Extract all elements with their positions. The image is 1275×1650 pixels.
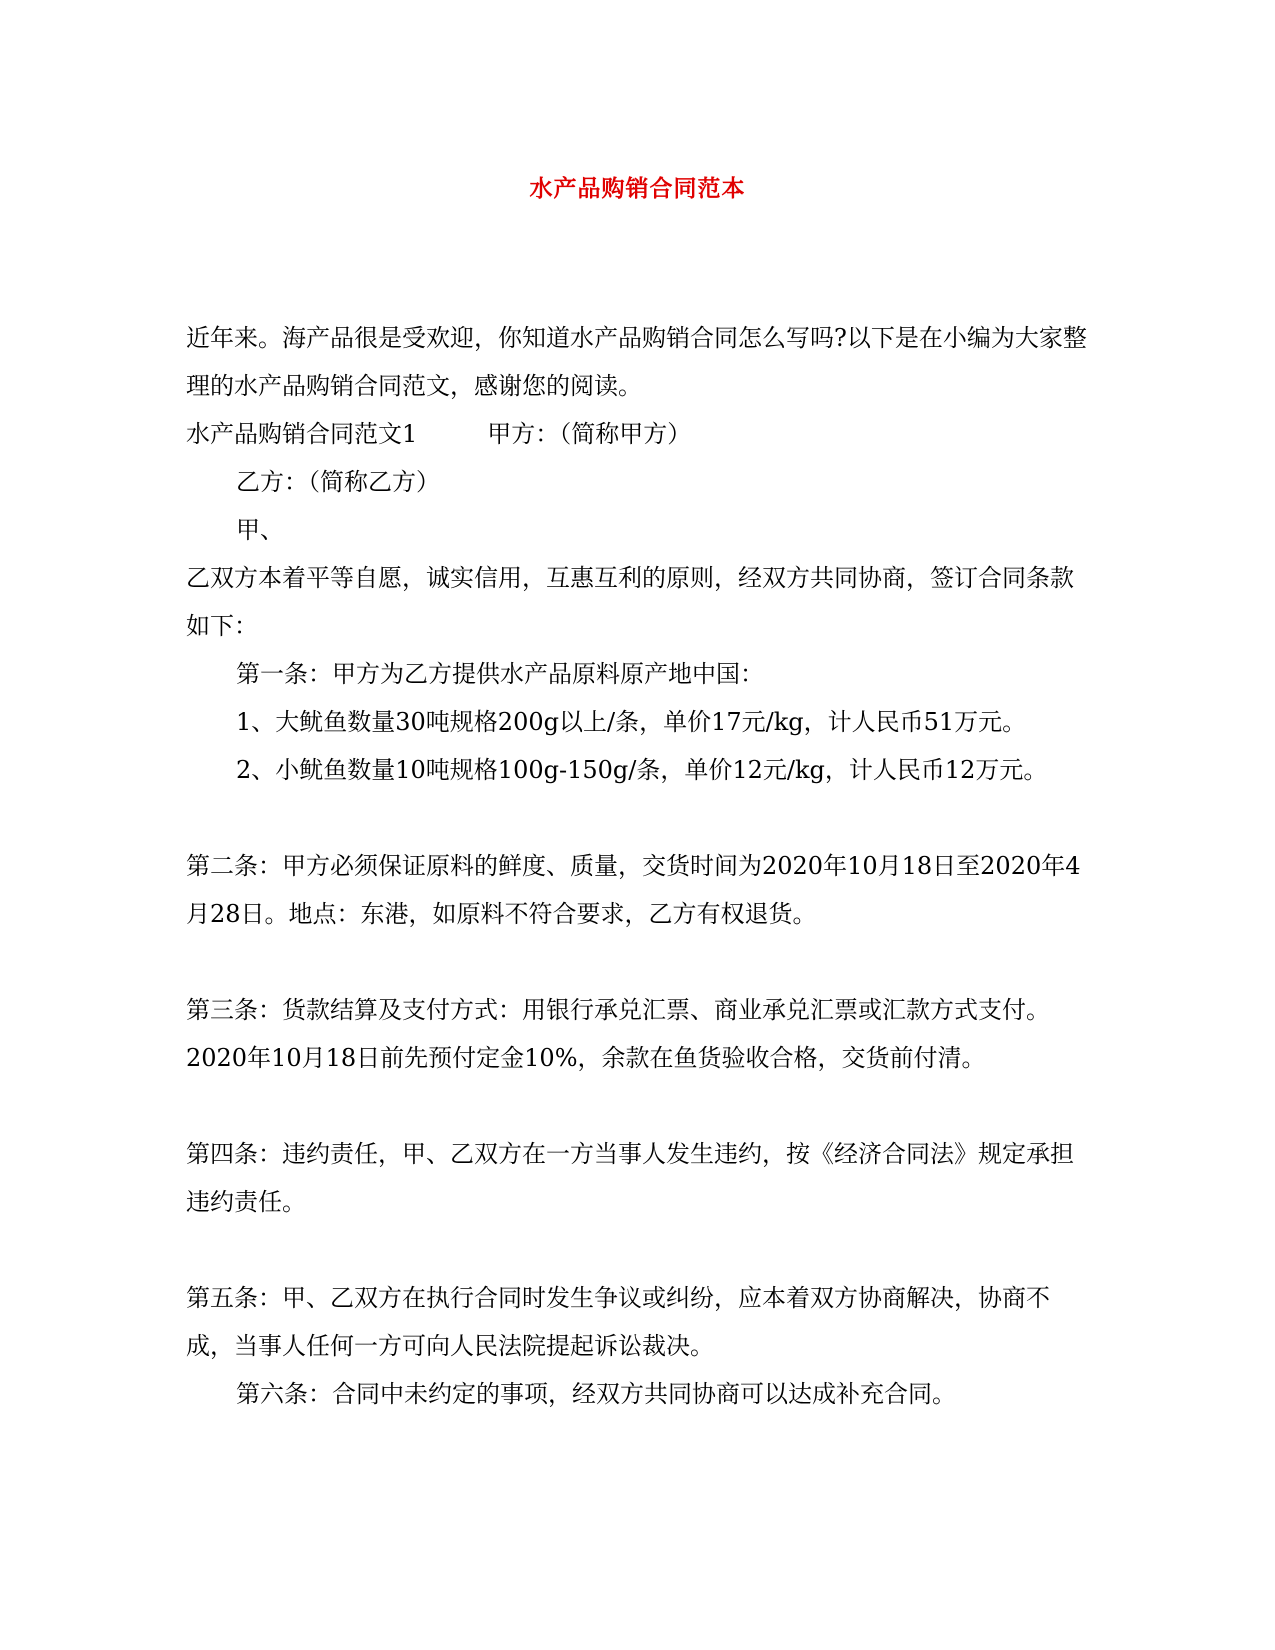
article-1: 第一条：甲方为乙方提供水产品原料原产地中国： [236, 660, 764, 688]
article-4: 第四条：违约责任，甲、乙双方在一方当事人发生违约，按《经济合同法》规定承担违约责任。 [186, 1140, 1074, 1216]
preamble-paragraph: 乙双方本着平等自愿，诚实信用，互惠互利的原则，经双方共同协商，签订合同条款如下： [186, 564, 1074, 640]
spacer [186, 1226, 1090, 1274]
jia-line: 甲、 [236, 516, 284, 544]
party-b-line: 乙方：（简称乙方） [236, 468, 440, 496]
article-2: 第二条：甲方必须保证原料的鲜度、质量，交货时间为2020年10月18日至2020年4月28日。地点：东港，如原料不符合要求，乙方有权退货。 [186, 852, 1081, 928]
party-a-line: 甲方：（简称甲方） [487, 420, 692, 448]
sample-heading: 水产品购销合同范文1 [186, 420, 418, 448]
article-1-item-2: 2、小鱿鱼数量10吨规格100g-150g/条，单价12元/kg，计人民币12万元。 [236, 756, 1048, 784]
document-title: 水产品购销合同范本 [529, 175, 746, 202]
sample-heading-line [186, 410, 1090, 458]
article-3: 第三条：货款结算及支付方式：用银行承兑汇票、商业承兑汇票或汇款方式支付。2020年10月18日前先预付定金10%，余款在鱼货验收合格，交货前付清。 [186, 996, 1050, 1072]
spacer [186, 794, 1090, 842]
intro-paragraph: 近年来。海产品很是受欢迎，你知道水产品购销合同怎么写吗?以下是在小编为大家整理的水产品购销合同范文，感谢您的阅读。 [186, 324, 1087, 400]
document-body [186, 314, 1090, 1418]
article-5: 第五条：甲、乙双方在执行合同时发生争议或纠纷，应本着双方协商解决，协商不成，当事人任何一方可向人民法院提起诉讼裁决。 [186, 1284, 1050, 1360]
spacer [186, 938, 1090, 986]
article-6: 第六条：合同中未约定的事项，经双方共同协商可以达成补充合同。 [236, 1380, 956, 1408]
article-1-item-1: 1、大鱿鱼数量30吨规格200g以上/条，单价17元/kg，计人民币51万元。 [236, 708, 1027, 736]
spacer [186, 1082, 1090, 1130]
